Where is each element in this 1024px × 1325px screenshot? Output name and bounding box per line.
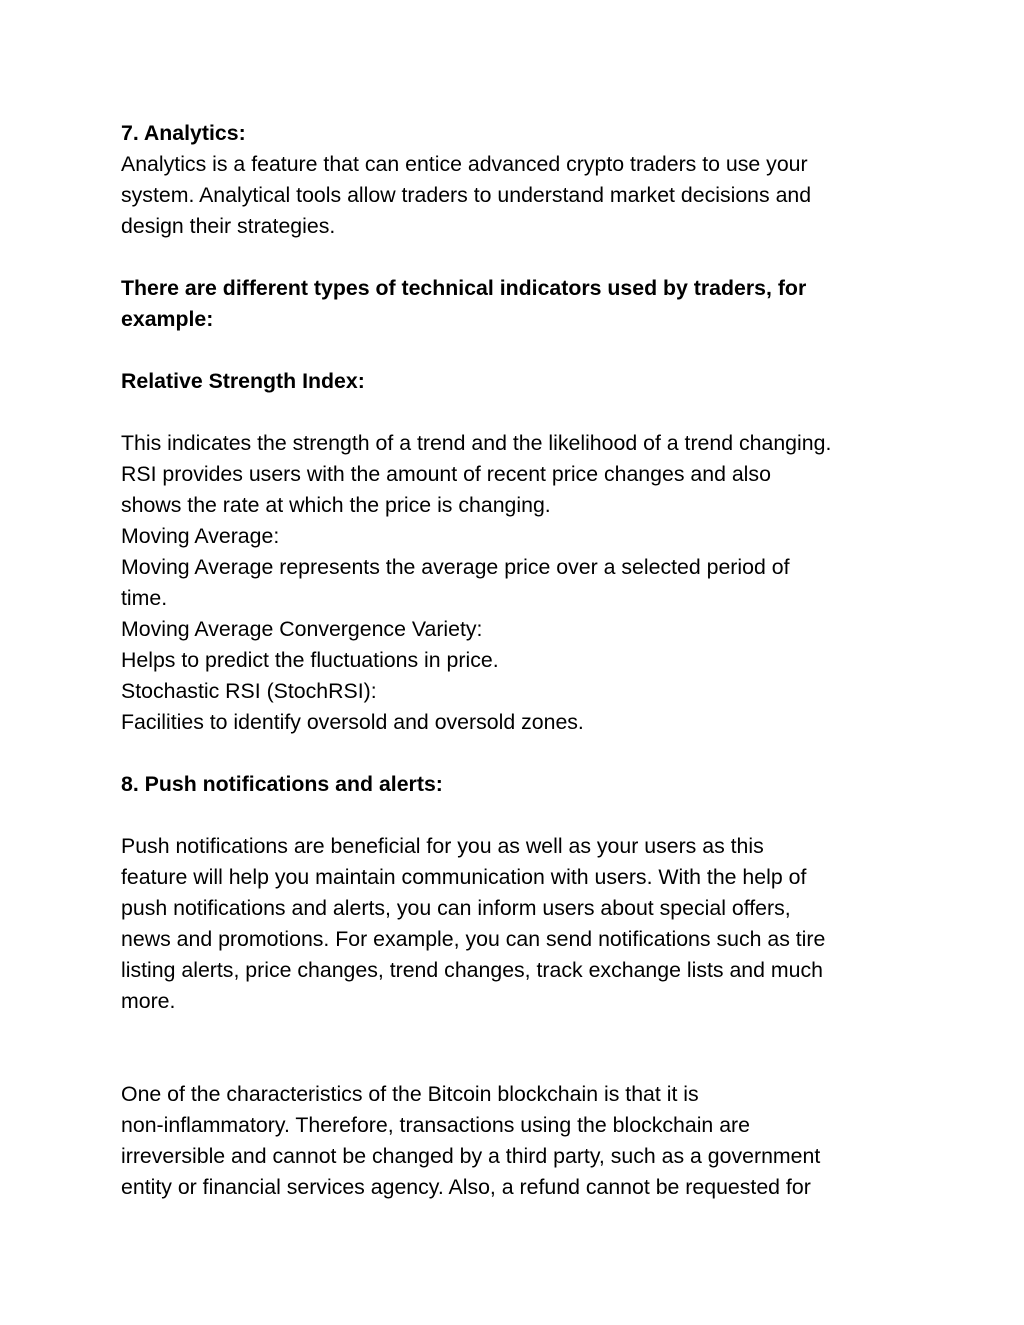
bitcoin-body-line: non-inflammatory. Therefore, transactions using the blockchain are — [121, 1113, 750, 1137]
push-body-line: news and promotions. For example, you can send notifications such as tire — [121, 927, 826, 951]
analytics-body-line: system. Analytical tools allow traders to understand market decisions and — [121, 183, 812, 207]
rsi-heading: Relative Strength Index: — [121, 369, 365, 393]
paragraph-gap — [121, 1017, 921, 1048]
paragraph-gap — [121, 800, 921, 831]
indicator-list-line: Helps to predict the fluctuations in price. — [121, 648, 499, 672]
indicator-list-line: Moving Average: — [121, 524, 280, 548]
document-page — [121, 118, 921, 1203]
rsi-body-line: RSI provides users with the amount of recent price changes and also — [121, 462, 771, 486]
paragraph-gap — [121, 738, 921, 769]
push-body-line: push notifications and alerts, you can inform users about special offers, — [121, 896, 791, 920]
bitcoin-body-line: irreversible and cannot be changed by a third party, such as a government — [121, 1144, 821, 1168]
push-body-line: feature will help you maintain communication with users. With the help of — [121, 865, 807, 889]
analytics-body-line: Analytics is a feature that can entice advanced crypto traders to use your — [121, 152, 808, 176]
push-body-line: listing alerts, price changes, trend changes, track exchange lists and much — [121, 958, 823, 982]
push-body-line: Push notifications are beneficial for you as well as your users as this — [121, 834, 764, 858]
indicator-list-line: Facilities to identify oversold and oversold zones. — [121, 710, 584, 734]
indicator-list-line: Stochastic RSI (StochRSI): — [121, 679, 377, 703]
paragraph-gap — [121, 397, 921, 428]
push-body-line: more. — [121, 989, 176, 1013]
rsi-body-line: shows the rate at which the price is changing. — [121, 493, 551, 517]
paragraph-gap — [121, 335, 921, 366]
indicator-list-line: Moving Average Convergence Variety: — [121, 617, 483, 641]
indicators-intro-line: example: — [121, 307, 214, 331]
analytics-body-line: design their strategies. — [121, 214, 336, 238]
bitcoin-body-line: entity or financial services agency. Also, a refund cannot be requested for — [121, 1175, 811, 1199]
analytics-heading: 7. Analytics: — [121, 121, 246, 145]
paragraph-gap — [121, 1048, 921, 1079]
indicators-intro-line: There are different types of technical indicators used by traders, for — [121, 276, 807, 300]
indicator-list-line: Moving Average represents the average price over a selected period of — [121, 555, 790, 579]
indicator-list-line: time. — [121, 586, 168, 610]
paragraph-gap — [121, 242, 921, 273]
push-heading: 8. Push notifications and alerts: — [121, 772, 443, 796]
rsi-body-line: This indicates the strength of a trend and the likelihood of a trend changing. — [121, 431, 832, 455]
bitcoin-body-line: One of the characteristics of the Bitcoin blockchain is that it is — [121, 1082, 699, 1106]
